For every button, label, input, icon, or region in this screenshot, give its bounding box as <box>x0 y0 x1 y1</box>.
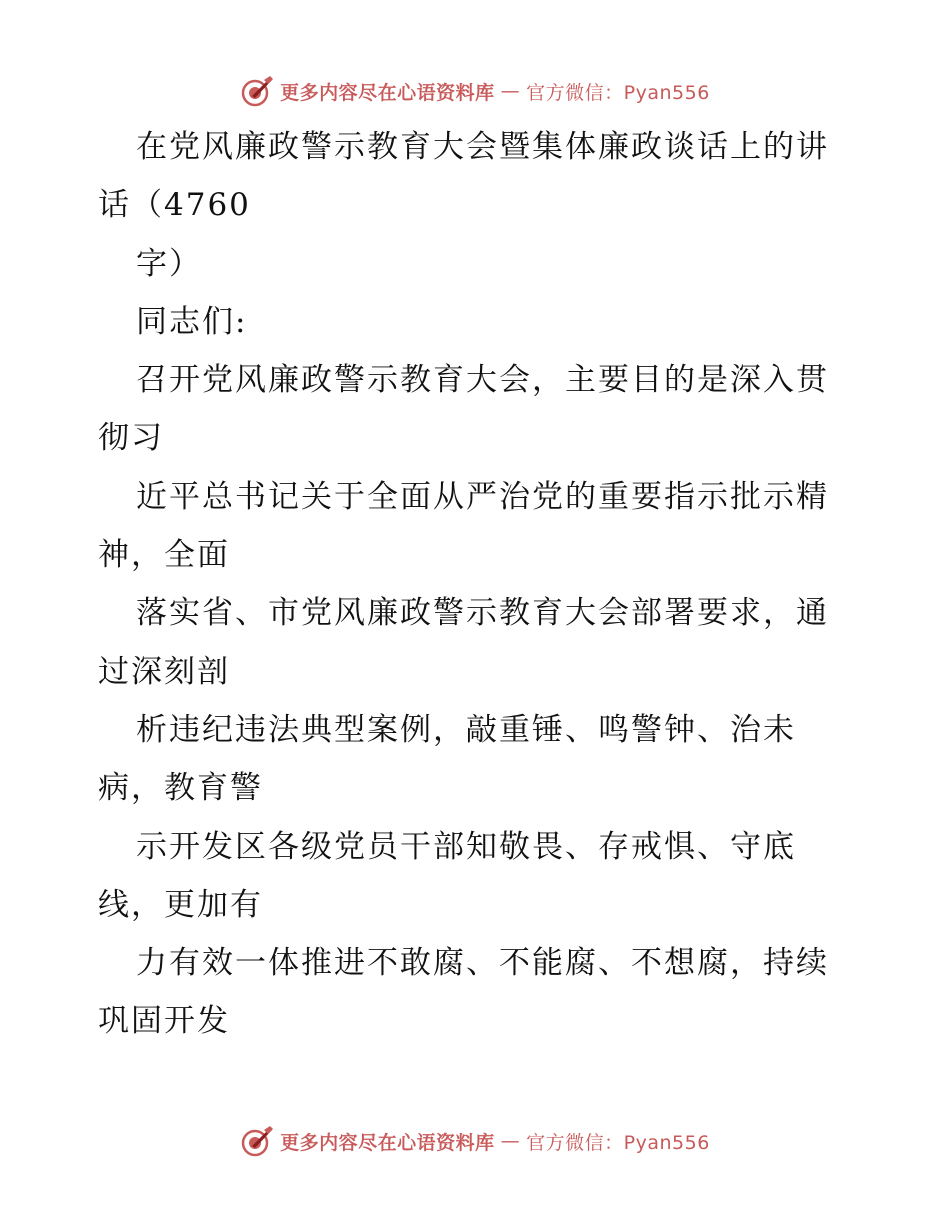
text-line: 线，更加有 <box>98 886 263 923</box>
banner-wechat-text: 官方微信：Pyan556 <box>526 81 710 104</box>
text-line: 在党风廉政警示教育大会暨集体廉政谈话上的讲 <box>136 129 829 165</box>
text-line: 病，教育警 <box>98 770 263 807</box>
footer-banner <box>0 1124 950 1158</box>
text-line: 落实省、市党风廉政警示教育大会部署要求，通 <box>136 595 829 632</box>
text-line: 彻习 <box>98 420 164 457</box>
banner-wechat-text: 官方微信：Pyan556 <box>526 1131 710 1154</box>
text-line: 字） <box>136 245 202 282</box>
text-line: 话（4760 <box>98 187 251 224</box>
text-line: 示开发区各级党员干部知敬畏、存戒惧、守底 <box>136 828 796 865</box>
banner-main-text: 更多内容尽在心语资料库 <box>280 81 495 104</box>
text-line: 同志们: <box>136 303 248 340</box>
quill-logo-icon <box>240 1124 274 1158</box>
text-line: 召开党风廉政警示教育大会，主要目的是深入贯 <box>136 362 829 399</box>
quill-logo-icon <box>240 74 274 108</box>
text-line: 近平总书记关于全面从严治党的重要指示批示精 <box>136 478 829 515</box>
document-body <box>98 118 858 1051</box>
text-line: 析违纪违法典型案例，敲重锤、鸣警钟、治未 <box>136 711 796 748</box>
text-line: 巩固开发 <box>98 1003 230 1040</box>
text-line: 过深刻剖 <box>98 653 230 690</box>
text-line: 神，全面 <box>98 537 230 574</box>
banner-main-text: 更多内容尽在心语资料库 <box>280 1131 495 1154</box>
banner-separator: — <box>500 1130 521 1152</box>
banner-separator: — <box>500 80 521 102</box>
header-banner <box>0 74 950 108</box>
text-line: 力有效一体推进不敢腐、不能腐、不想腐，持续 <box>136 945 829 982</box>
